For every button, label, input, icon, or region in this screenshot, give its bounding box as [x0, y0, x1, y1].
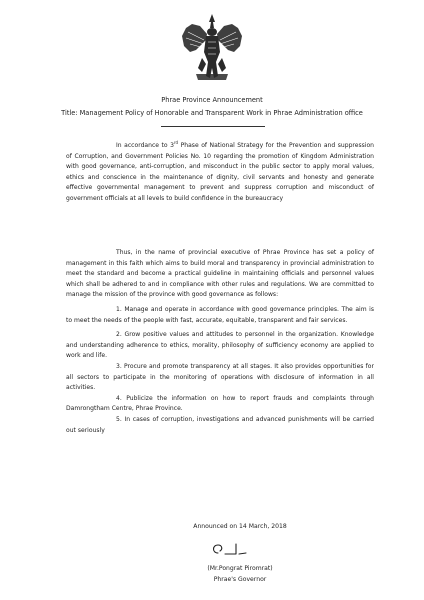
- policy-item: [66, 305, 374, 326]
- signer-name: (Mr.Pongrat Piromrat): [207, 565, 273, 572]
- announcement-heading: Phrae Province Announcement: [161, 96, 263, 104]
- policy-item: [66, 394, 374, 415]
- title-divider: [161, 126, 265, 127]
- policy-intro-paragraph: [66, 248, 374, 301]
- document-title: Title: Management Policy of Honorable and Transparent Work in Phrae Administration office: [61, 109, 363, 117]
- signer-role: Phrae's Governor: [213, 576, 267, 583]
- policy-item-text: 1. Manage and operate in accordance with good governance principles. The aim is to meet the needs of the people with fast, accurate, equitable, transparent and fair services.: [66, 305, 374, 324]
- policy-intro-text: Thus, in the name of provincial executive of Phrae Province has set a policy of management in this faith which aims to build moral and transparency in provincial administration to meet the standard and become a practical guideline in maintaining officials and personnel values which shall be adhered to and in compliance with other rules and regulations. We are committed to manage the mission of the province with good governance as follows:: [66, 249, 374, 299]
- policy-section: [66, 248, 374, 436]
- announcement-date: Announced on 14 March, 2018: [193, 523, 287, 530]
- policy-item: [66, 415, 374, 436]
- policy-item-text: 4. Publicize the information on how to report frauds and complaints through Damrongtham Centre, Phrae Province.: [66, 394, 374, 413]
- policy-item-text: 5. In cases of corruption, investigations and advanced punishments will be carried out seriously: [66, 415, 374, 434]
- ordinal-suffix: rd: [173, 140, 179, 145]
- intro-text-rest: Phase of National Strategy for the Prevention and suppression of Corruption, and Government Policies No. 10 regarding the promotion of Kingdom Administration with good governance, anti-corruption, and misconduct in the public sector to apply moral values, ethics and conscience in the maintenance of dignity, civil servants and honesty and generate effective governmental management to prevent and suppress corruption and misconduct of government officials at all levels to build confidence in the bureaucracy: [66, 142, 374, 202]
- handwritten-signature: [208, 541, 252, 559]
- policy-item-text: 2. Grow positive values and attitudes to personnel in the organization. Knowledge and understanding adherence to ethics, morality, philosophy of sufficiency economy are applied to work and life.: [66, 331, 374, 360]
- policy-item: [66, 362, 374, 394]
- policy-item-text: 3. Procure and promote transparency at all stages. It also provides opportunities for all sectors to participate in the monitoring of operations with disclosure of information in all activities.: [66, 362, 374, 392]
- policy-item: [66, 330, 374, 362]
- intro-paragraph: [66, 138, 374, 205]
- garuda-emblem-icon: [178, 12, 246, 82]
- intro-text-start: In accordance to 3: [116, 142, 174, 150]
